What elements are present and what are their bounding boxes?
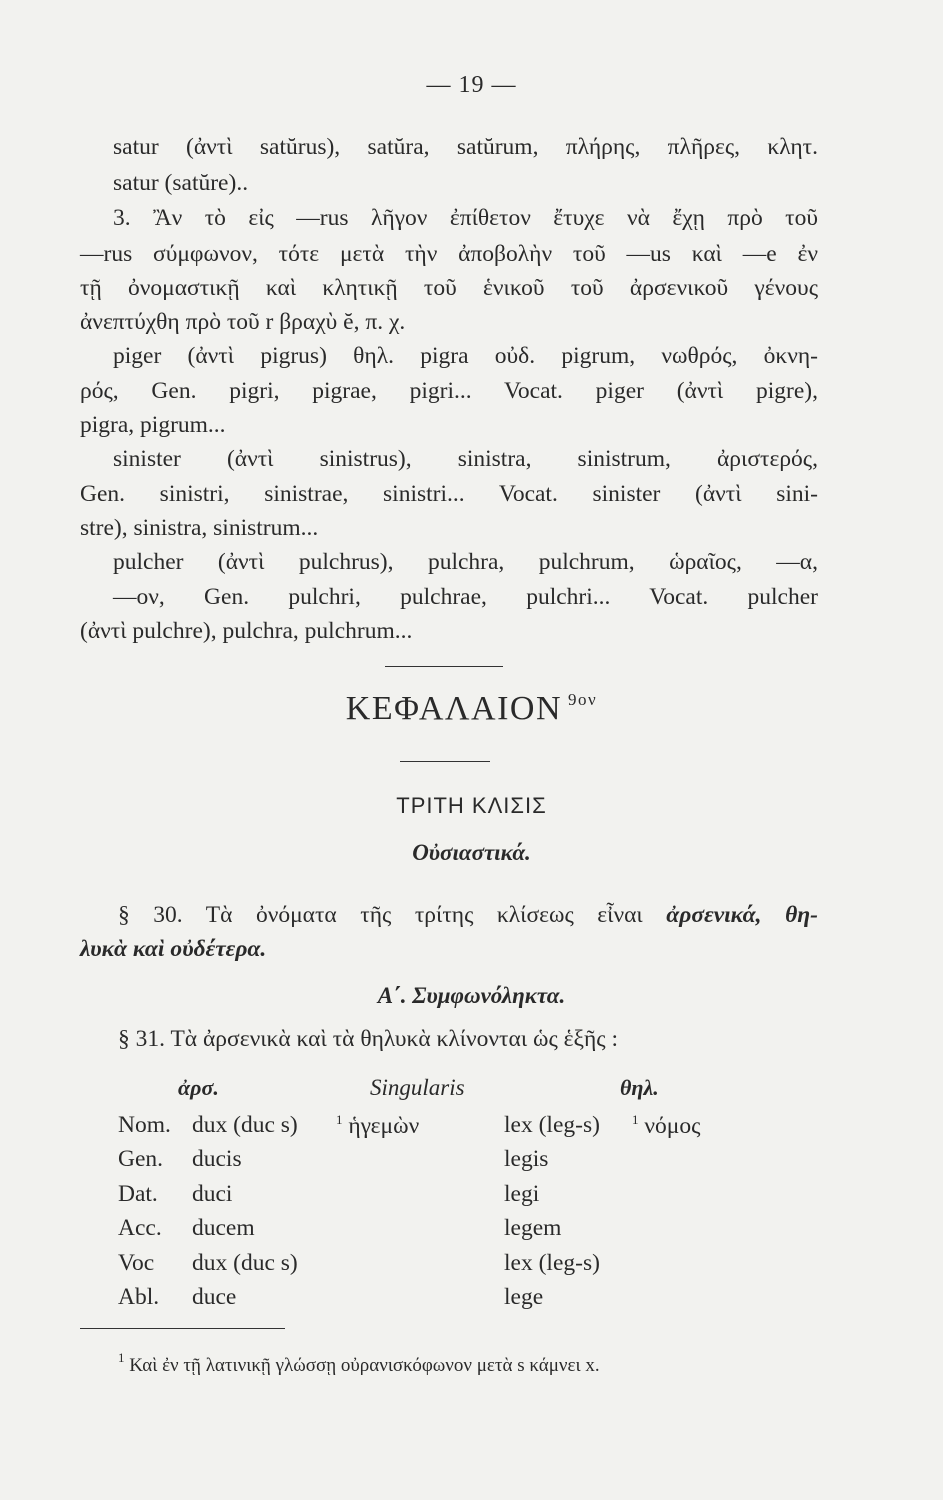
text-line: pulcher (ἀντὶ pulchrus), pulchra, pulchrum, ὡραῖος, —α, (113, 549, 818, 575)
chapter-title-text: ΚΕΦΑΛΑΙΟΝ (345, 690, 563, 727)
footnote-marker: 1 (118, 1350, 125, 1365)
section-title: Οὐσιαστικά. (412, 840, 531, 865)
col-header-number: Singularis (370, 1075, 465, 1100)
text-line: stre), sinistra, sinistrum... (80, 515, 319, 541)
fem-form: lex (leg-s) (504, 1250, 600, 1276)
text-line: pigra, pigrum... (80, 412, 226, 438)
divider (400, 761, 490, 762)
masc-form: dux (duc s) (192, 1112, 298, 1138)
case-label: Voc (118, 1250, 155, 1276)
text-line: Gen. sinistri, sinistrae, sinistri... Vocat. sinister (ἀντὶ sini- (80, 481, 818, 507)
footnote (118, 1350, 600, 1377)
masc-form: ducis (192, 1146, 242, 1172)
para30-line1 (118, 900, 818, 930)
text-line: piger (ἀντὶ pigrus) θηλ. pigra οὐδ. pigrum, νωθρός, ὀκνη- (113, 343, 818, 369)
text-line: ἀνεπτύχθη πρὸ τοῦ r βραχὺ ĕ, π. χ. (80, 309, 406, 335)
case-label: Gen. (118, 1146, 164, 1172)
masc-form: ducem (192, 1215, 255, 1241)
text-line: satur (satŭre).. (113, 170, 249, 196)
para30-bold: ἀρσενικά, θη- (666, 902, 818, 928)
para30-line2: λυκὰ καὶ οὐδέτερα. (80, 936, 267, 962)
fem-form: lex (leg-s) (504, 1112, 600, 1138)
footnote-text: Καὶ ἐν τῇ λατινικῇ γλώσσῃ οὐρανισκόφωνον μετὰ s κάμνει x. (129, 1355, 600, 1376)
fem-gloss-text: νόμος (644, 1113, 701, 1139)
fem-form: legem (504, 1215, 562, 1241)
fem-form: legi (504, 1181, 540, 1207)
masc-form: duce (192, 1284, 237, 1310)
chapter-ordinal: 9ον (568, 690, 598, 709)
chapter-title (0, 690, 943, 728)
masc-gloss-text: ἡγεμὼν (348, 1113, 420, 1139)
case-label: Abl. (118, 1284, 160, 1310)
divider (385, 666, 503, 667)
fem-form: lege (504, 1284, 544, 1310)
text-line: sinister (ἀντὶ sinistrus), sinistra, sinistrum, ἀριστερός, (113, 446, 818, 472)
text-line: τῇ ὀνομαστικῇ καὶ κλητικῇ τοῦ ἑνικοῦ τοῦ ἀρσενικοῦ γένους (80, 275, 818, 301)
fem-gloss (632, 1112, 700, 1140)
text-line: (ἀντὶ pulchre), pulchra, pulchrum... (80, 618, 413, 644)
subsection-title: Α΄. Συμφωνόληκτα. (377, 983, 566, 1008)
para30-text: § 30. Τὰ ὀνόματα τῆς τρίτης κλίσεως εἶναι (118, 902, 667, 928)
fem-form: legis (504, 1146, 549, 1172)
page-number: — 19 — (426, 72, 517, 98)
case-label: Nom. (118, 1112, 171, 1138)
text-line: —rus σύμφωνον, τότε μετὰ τὴν ἀποβολὴν τοῦ —us καὶ —e ἐν (80, 241, 818, 267)
footnote-divider (80, 1328, 285, 1329)
case-label: Acc. (118, 1215, 162, 1241)
text-line: —ον, Gen. pulchri, pulchrae, pulchri... Vocat. pulcher (113, 584, 818, 610)
case-label: Dat. (118, 1181, 158, 1207)
chapter-subtitle: ΤΡΙΤΗ ΚΛΙΣΙΣ (396, 793, 547, 818)
text-line: ρός, Gen. pigri, pigrae, pigri... Vocat. piger (ἀντὶ pigre), (80, 378, 818, 404)
masc-gloss (336, 1112, 419, 1140)
col-header-masc: ἀρσ. (178, 1075, 219, 1100)
footnote-ref: 1 (632, 1112, 639, 1127)
masc-form: dux (duc s) (192, 1250, 298, 1276)
masc-form: duci (192, 1181, 233, 1207)
text-line: 3. Ἂν τὸ εἰς —rus λῆγον ἐπίθετον ἔτυχε νὰ ἔχῃ πρὸ τοῦ (113, 205, 818, 231)
footnote-ref: 1 (336, 1112, 343, 1127)
col-header-fem: θηλ. (620, 1075, 659, 1100)
text-line: satur (ἀντὶ satŭrus), satŭra, satŭrum, πλήρης, πλῆρες, κλητ. (113, 134, 818, 160)
para31-text: § 31. Τὰ ἀρσενικὰ καὶ τὰ θηλυκὰ κλίνονται ὡς ἑξῆς : (118, 1026, 619, 1052)
